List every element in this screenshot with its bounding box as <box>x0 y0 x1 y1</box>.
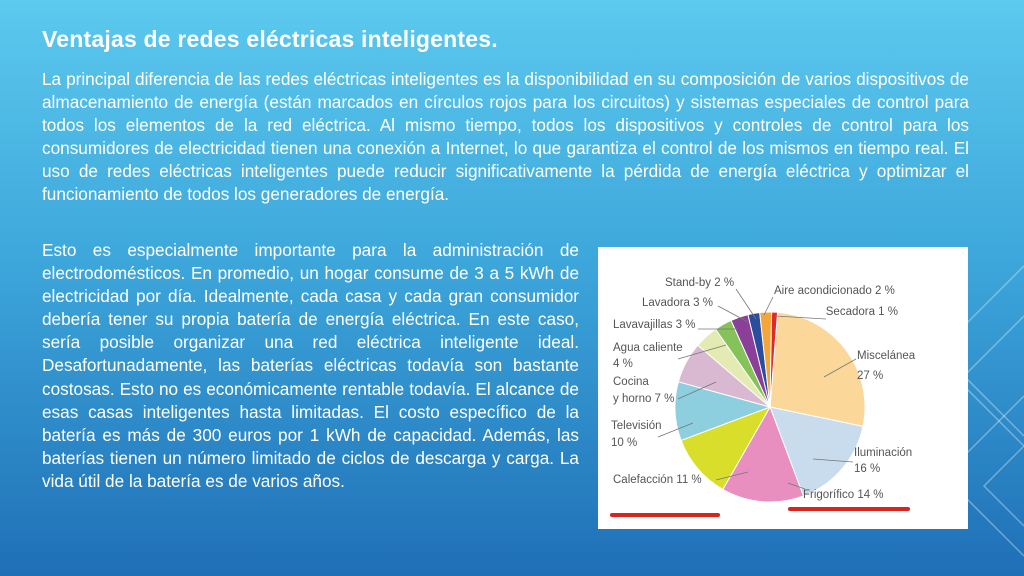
slice-label: Miscelánea <box>857 350 916 362</box>
battery-paragraph: Esto es especialmente importante para la administración de electrodomésticos. En promedio, un hogar consume de 3 a 5 kWh de electricidad por día. Idealmente, cada casa y cada gran consumidor debería tener su propia batería de energía eléctrica. En este caso, sería posible organizar una red eléctrica inteligente ideal. Desafortunadamente, las baterías eléctricas todavía son bastante costosas. Esto no es económicamente rentable todavía. El alcance de esas casas inteligentes hasta limitadas. El costo específico de la batería es más de 300 euros por 1 kWh de capacidad. Además, las baterías tienen un número limitado de ciclos de descarga y carga. La vida útil de la batería es de varios años. <box>42 240 579 491</box>
slice-value-label: 10 % <box>611 437 638 449</box>
slice-label: Calefacción 11 % <box>613 474 702 486</box>
slice-value-label: 27 % <box>857 370 884 382</box>
slice-label: Cocina <box>613 376 649 388</box>
slice-label: Iluminación <box>854 447 913 459</box>
slice-label: Frigorífico 14 % <box>803 489 884 501</box>
leader-line <box>736 289 756 319</box>
slice-value-label: 4 % <box>613 358 633 370</box>
slice-value-label: 16 % <box>854 463 881 475</box>
pie-chart-panel <box>598 247 968 529</box>
slice-label: Aire acondicionado 2 % <box>774 285 895 297</box>
pie-chart <box>598 247 968 529</box>
pie-slice-miscelánea <box>770 312 865 426</box>
slice-value-label: y horno 7 % <box>613 393 675 405</box>
slice-label: Televisión <box>611 420 662 432</box>
slide-title: Ventajas de redes eléctricas inteligentes. <box>42 26 498 52</box>
slice-label: Secadora 1 % <box>825 306 898 318</box>
slice-label: Lavadora 3 % <box>642 297 713 309</box>
slice-label: Stand-by 2 % <box>665 277 735 289</box>
slice-label: Agua caliente <box>613 342 683 354</box>
intro-paragraph: La principal diferencia de las redes eléctricas inteligentes es la disponibilidad en su composición de varios dispositivos de almacenamiento de energía (están marcados en círculos rojos para los circuitos) y sistemas especiales de control para todos los elementos de la red eléctrica. Al mismo tiempo, todos los dispositivos y controles de control para los consumidores de electricidad tienen una conexión a Internet, lo que garantiza el control de los mismos en tiempo real. El uso de redes eléctricas inteligentes puede reducir significativamente la pérdida de energía eléctrica y optimizar el funcionamiento de todos los generadores de energía. <box>42 69 969 204</box>
slice-label: Lavavajillas 3 % <box>613 319 696 331</box>
